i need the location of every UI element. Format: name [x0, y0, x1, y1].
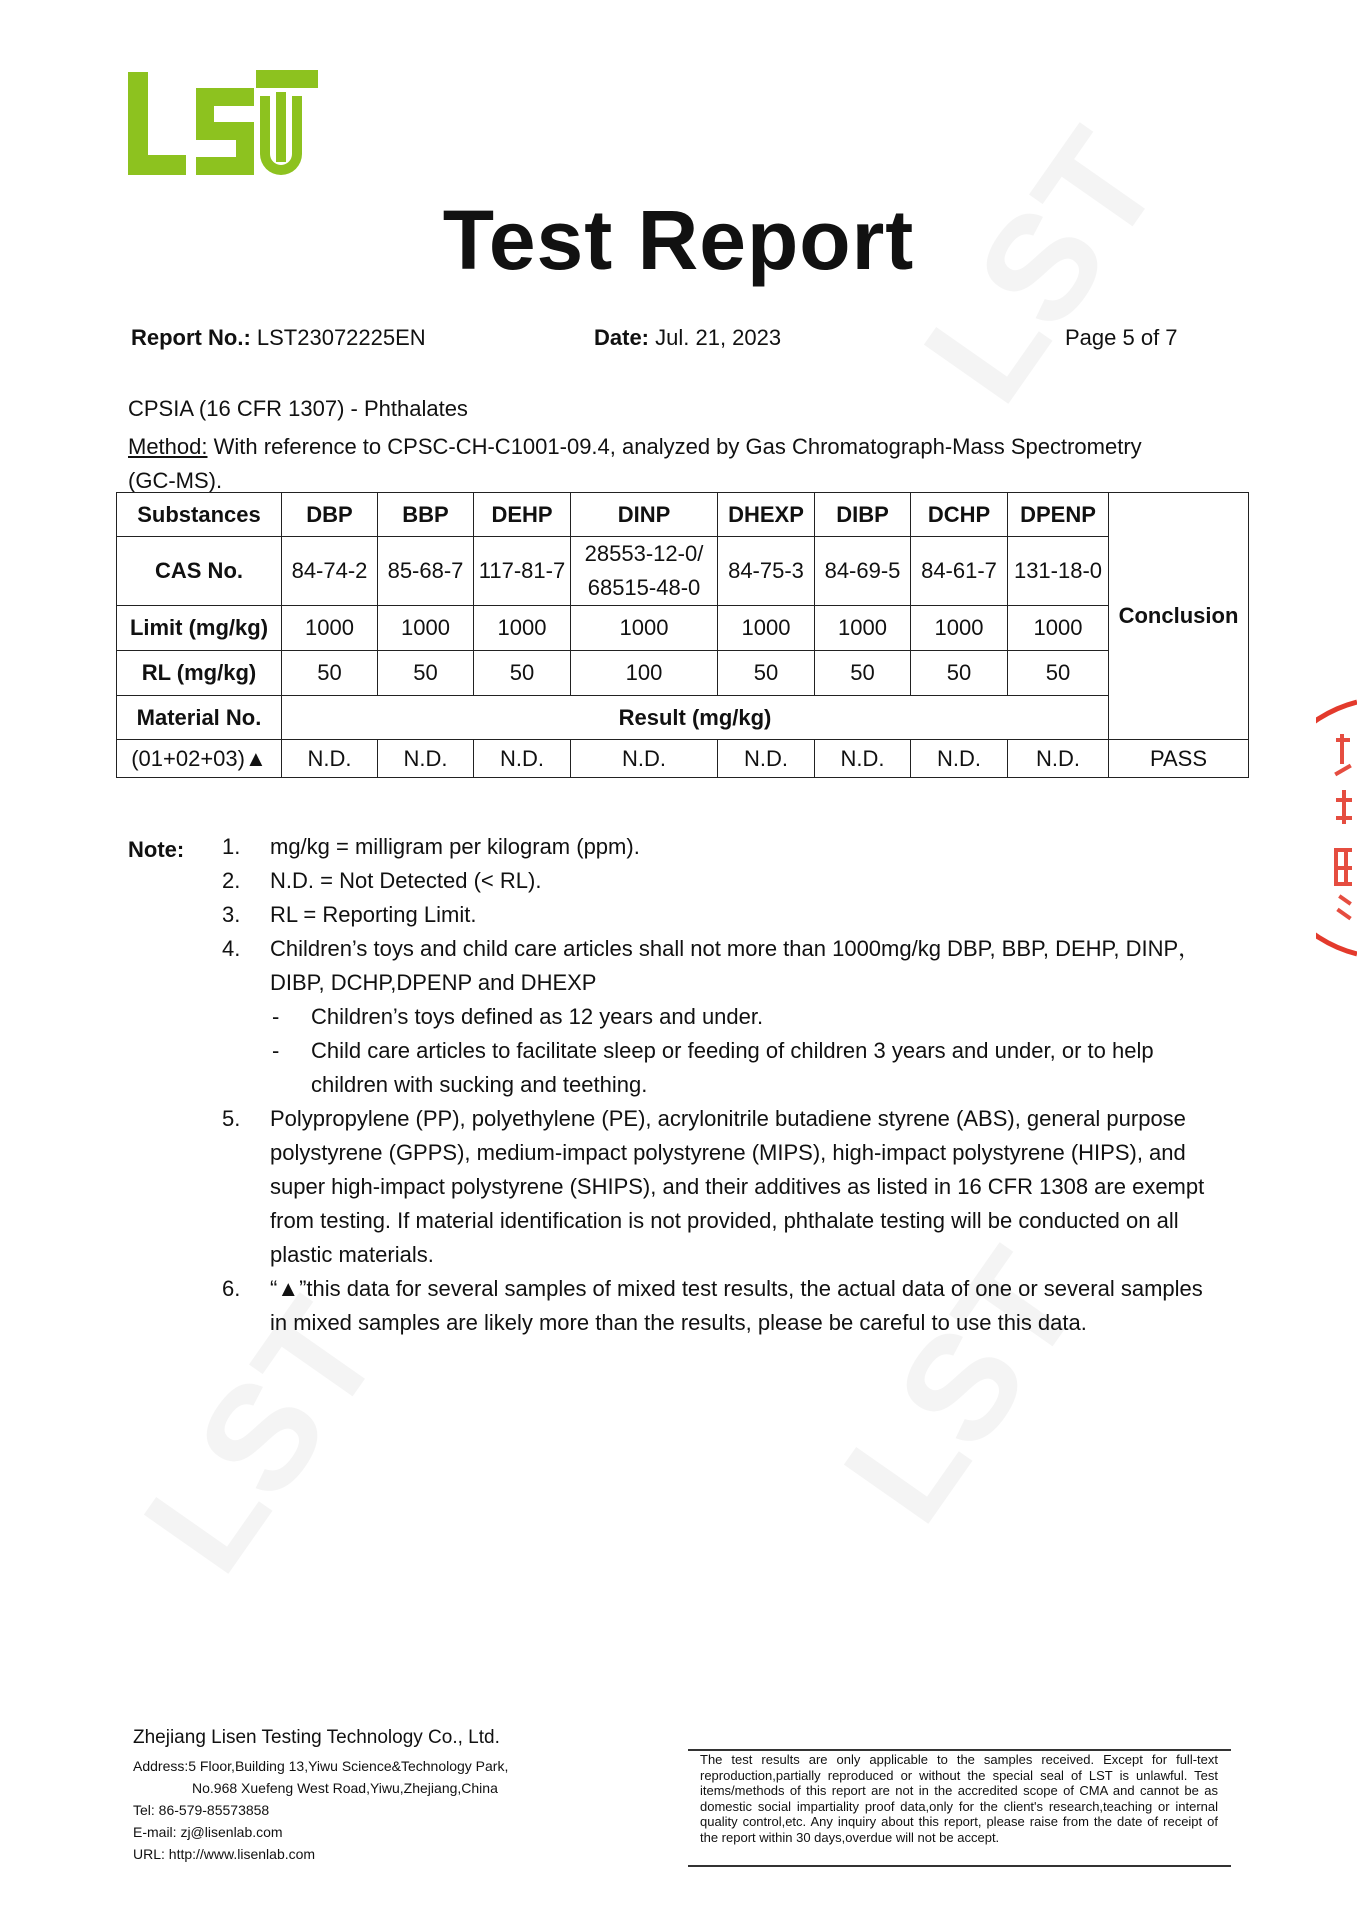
divider [688, 1865, 1231, 1867]
address-line: Address:5 Floor,Building 13,Yiwu Science&Technology Park, [133, 1758, 509, 1774]
company-name: Zhejiang Lisen Testing Technology Co., Ltd. [133, 1727, 500, 1748]
cas-row: CAS No. 84-74-2 85-68-7 117-81-7 28553-12-0/ 68515-48-0 84-75-3 84-69-5 84-61-7 131-18-0 [117, 537, 1249, 606]
rl-row: RL (mg/kg) 50 50 50 100 50 50 50 50 [117, 651, 1249, 696]
address-line: No.968 Xuefeng West Road,Yiwu,Zhejiang,China [192, 1780, 498, 1796]
limit-row: Limit (mg/kg) 1000 1000 1000 1000 1000 1000 1000 1000 [117, 606, 1249, 651]
method-text: Method: With reference to CPSC-CH-C1001-09.4, analyzed by Gas Chromatograph-Mass Spectrometry (GC-MS). [128, 434, 1142, 493]
conclusion-header: Conclusion [1109, 493, 1249, 740]
lst-logo [128, 70, 318, 184]
report-number: Report No.: LST23072225EN [131, 325, 426, 350]
page-title: Test Report [442, 193, 915, 287]
disclaimer: The test results are only applicable to the samples received. Except for full-text reproduction,partially reproduced or without the special seal of LST is unlawful. Test items/methods of this report are not in the accredited scope of CMA and cannot be as domestic social impartiality proof data,only for the client's research,teaching or internal quality control,etc. Any inquiry about this report, please raise from the date of receipt of the report within 30 days,overdue will not be accept. [700, 1752, 1218, 1845]
seal-stamp [1316, 698, 1357, 958]
phone: Tel: 86-579-85573858 [133, 1802, 270, 1818]
report-date: Date: Jul. 21, 2023 [594, 325, 782, 350]
company-info [133, 1727, 508, 1865]
divider [688, 1749, 1231, 1751]
note-label: Note: [128, 837, 185, 862]
results-table [116, 492, 1249, 778]
standard-title: CPSIA (16 CFR 1307) - Phthalates [128, 396, 468, 421]
email: E-mail: zj@lisenlab.com [133, 1824, 283, 1840]
material-header-row: Material No. Result (mg/kg) [117, 696, 1249, 740]
table-row: (01+02+03)▲ N.D. N.D. N.D. N.D. N.D. N.D. N.D. N.D. PASS [117, 740, 1249, 778]
website: URL: http://www.lisenlab.com [133, 1846, 316, 1862]
substances-row: Substances DBP BBP DEHP DINP DHEXP DIBP DCHP DPENP Conclusion [117, 493, 1249, 537]
page-number: Page 5 of 7 [1065, 325, 1178, 350]
